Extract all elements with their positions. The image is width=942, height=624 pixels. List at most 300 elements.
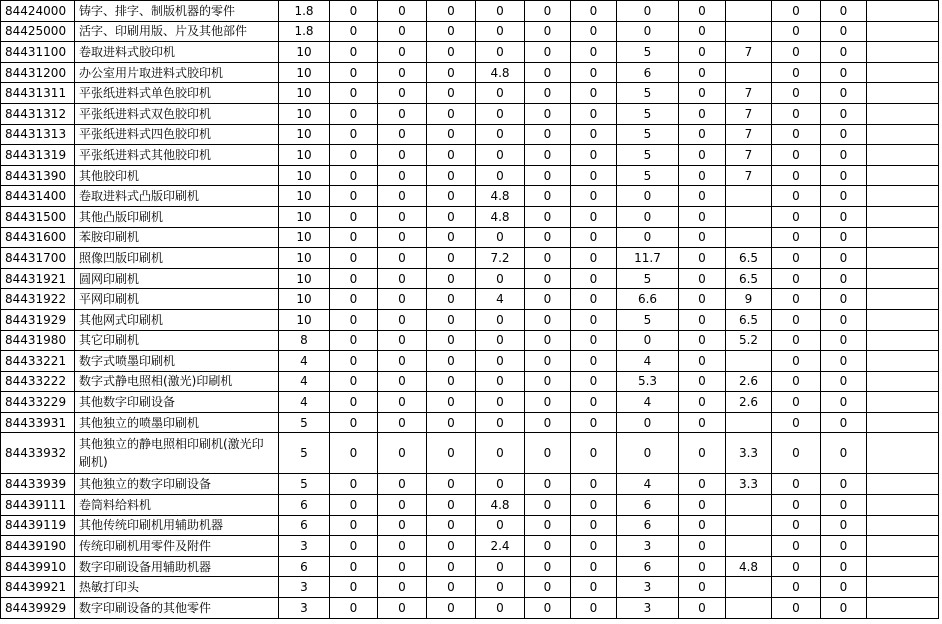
rate-cell[interactable]: 0: [427, 1, 476, 22]
rate-cell[interactable]: 6: [279, 515, 330, 536]
rate-cell[interactable]: 0: [525, 371, 571, 392]
rate-cell[interactable]: 0: [571, 124, 617, 145]
rate-cell[interactable]: 0: [378, 556, 427, 577]
rate-cell[interactable]: 0: [821, 248, 867, 269]
rate-cell[interactable]: 0: [525, 598, 571, 619]
rate-cell[interactable]: 5: [617, 145, 679, 166]
rate-cell[interactable]: 0: [772, 474, 821, 495]
rate-cell[interactable]: 0: [427, 248, 476, 269]
rate-cell[interactable]: 7: [726, 145, 772, 166]
rate-cell[interactable]: 0: [330, 42, 378, 63]
rate-cell[interactable]: 0: [772, 124, 821, 145]
rate-cell[interactable]: 0: [476, 412, 525, 433]
rate-cell[interactable]: 0: [821, 42, 867, 63]
rate-cell[interactable]: 0: [679, 474, 726, 495]
rate-cell[interactable]: 0: [772, 186, 821, 207]
rate-cell[interactable]: 0: [821, 21, 867, 42]
rate-cell[interactable]: 0: [821, 474, 867, 495]
hs-code-cell[interactable]: 84424000: [1, 1, 75, 22]
description-cell[interactable]: 卷取进料式胶印机: [75, 42, 279, 63]
hs-code-cell[interactable]: 84433932: [1, 433, 75, 474]
rate-cell[interactable]: 0: [378, 186, 427, 207]
rate-cell[interactable]: 0: [525, 145, 571, 166]
rate-cell[interactable]: 4.8: [476, 186, 525, 207]
rate-cell[interactable]: 0: [821, 371, 867, 392]
rate-cell[interactable]: 0: [679, 598, 726, 619]
hs-code-cell[interactable]: 84433931: [1, 412, 75, 433]
rate-cell[interactable]: 0: [378, 103, 427, 124]
empty-cell[interactable]: [867, 1, 939, 22]
description-cell[interactable]: 其它印刷机: [75, 330, 279, 351]
rate-cell[interactable]: 0: [525, 21, 571, 42]
rate-cell[interactable]: 6: [617, 495, 679, 516]
hs-code-cell[interactable]: 84439190: [1, 536, 75, 557]
rate-cell[interactable]: 4.8: [476, 206, 525, 227]
rate-cell[interactable]: 0: [772, 289, 821, 310]
description-cell[interactable]: 其他独立的喷墨印刷机: [75, 412, 279, 433]
rate-cell[interactable]: 0: [525, 186, 571, 207]
rate-cell[interactable]: 4: [279, 351, 330, 372]
rate-cell[interactable]: 0: [378, 1, 427, 22]
rate-cell[interactable]: 0: [772, 577, 821, 598]
rate-cell[interactable]: 0: [679, 515, 726, 536]
rate-cell[interactable]: 10: [279, 289, 330, 310]
description-cell[interactable]: 平张纸进料式四色胶印机: [75, 124, 279, 145]
rate-cell[interactable]: 0: [772, 227, 821, 248]
rate-cell[interactable]: 0: [571, 62, 617, 83]
rate-cell[interactable]: 0: [571, 1, 617, 22]
rate-cell[interactable]: 0: [772, 371, 821, 392]
rate-cell[interactable]: 0: [330, 248, 378, 269]
rate-cell[interactable]: 0: [378, 371, 427, 392]
rate-cell[interactable]: 0: [821, 577, 867, 598]
hs-code-cell[interactable]: 84431922: [1, 289, 75, 310]
rate-cell[interactable]: 0: [427, 206, 476, 227]
rate-cell[interactable]: 0: [427, 62, 476, 83]
rate-cell[interactable]: 0: [821, 433, 867, 474]
rate-cell[interactable]: 0: [571, 556, 617, 577]
empty-cell[interactable]: [867, 371, 939, 392]
rate-cell[interactable]: 0: [821, 83, 867, 104]
rate-cell[interactable]: [726, 1, 772, 22]
rate-cell[interactable]: [726, 412, 772, 433]
hs-code-cell[interactable]: 84439929: [1, 598, 75, 619]
rate-cell[interactable]: 0: [427, 577, 476, 598]
rate-cell[interactable]: 0: [476, 392, 525, 413]
rate-cell[interactable]: 0: [617, 186, 679, 207]
rate-cell[interactable]: 0: [427, 598, 476, 619]
rate-cell[interactable]: 6.5: [726, 268, 772, 289]
rate-cell[interactable]: 0: [378, 536, 427, 557]
empty-cell[interactable]: [867, 598, 939, 619]
description-cell[interactable]: 其他凸版印刷机: [75, 206, 279, 227]
hs-code-cell[interactable]: 84431100: [1, 42, 75, 63]
rate-cell[interactable]: 10: [279, 145, 330, 166]
rate-cell[interactable]: 0: [679, 186, 726, 207]
rate-cell[interactable]: 0: [772, 598, 821, 619]
rate-cell[interactable]: 0: [571, 495, 617, 516]
rate-cell[interactable]: 0: [525, 103, 571, 124]
rate-cell[interactable]: 10: [279, 83, 330, 104]
rate-cell[interactable]: 0: [427, 536, 476, 557]
rate-cell[interactable]: 0: [772, 248, 821, 269]
rate-cell[interactable]: 10: [279, 268, 330, 289]
description-cell[interactable]: 平张纸进料式单色胶印机: [75, 83, 279, 104]
rate-cell[interactable]: 0: [772, 42, 821, 63]
description-cell[interactable]: 热敏打印头: [75, 577, 279, 598]
rate-cell[interactable]: 0: [571, 598, 617, 619]
rate-cell[interactable]: 0: [427, 268, 476, 289]
rate-cell[interactable]: 0: [821, 392, 867, 413]
empty-cell[interactable]: [867, 165, 939, 186]
rate-cell[interactable]: 7: [726, 83, 772, 104]
description-cell[interactable]: 数字式喷墨印刷机: [75, 351, 279, 372]
description-cell[interactable]: 数字式静电照相(激光)印刷机: [75, 371, 279, 392]
rate-cell[interactable]: 0: [679, 289, 726, 310]
rate-cell[interactable]: 7: [726, 165, 772, 186]
hs-code-cell[interactable]: 84431921: [1, 268, 75, 289]
rate-cell[interactable]: 0: [525, 42, 571, 63]
rate-cell[interactable]: 0: [427, 412, 476, 433]
rate-cell[interactable]: 0: [679, 536, 726, 557]
rate-cell[interactable]: 3.3: [726, 474, 772, 495]
rate-cell[interactable]: 0: [821, 495, 867, 516]
rate-cell[interactable]: 0: [571, 412, 617, 433]
rate-cell[interactable]: 0: [772, 268, 821, 289]
rate-cell[interactable]: 0: [330, 124, 378, 145]
rate-cell[interactable]: 0: [378, 206, 427, 227]
rate-cell[interactable]: 0: [571, 515, 617, 536]
rate-cell[interactable]: 11.7: [617, 248, 679, 269]
rate-cell[interactable]: 3: [617, 577, 679, 598]
rate-cell[interactable]: 0: [679, 556, 726, 577]
empty-cell[interactable]: [867, 536, 939, 557]
rate-cell[interactable]: 10: [279, 42, 330, 63]
rate-cell[interactable]: 0: [378, 330, 427, 351]
rate-cell[interactable]: 0: [772, 330, 821, 351]
rate-cell[interactable]: 0: [772, 145, 821, 166]
rate-cell[interactable]: 0: [772, 495, 821, 516]
hs-code-cell[interactable]: 84431980: [1, 330, 75, 351]
description-cell[interactable]: 卷取进料式凸版印刷机: [75, 186, 279, 207]
rate-cell[interactable]: 0: [772, 536, 821, 557]
rate-cell[interactable]: 5: [617, 309, 679, 330]
rate-cell[interactable]: 0: [378, 124, 427, 145]
rate-cell[interactable]: 0: [571, 474, 617, 495]
rate-cell[interactable]: 0: [617, 330, 679, 351]
rate-cell[interactable]: 0: [427, 474, 476, 495]
rate-cell[interactable]: 0: [679, 330, 726, 351]
rate-cell[interactable]: 3: [617, 598, 679, 619]
rate-cell[interactable]: 3.3: [726, 433, 772, 474]
rate-cell[interactable]: 1.8: [279, 21, 330, 42]
rate-cell[interactable]: 6.5: [726, 309, 772, 330]
rate-cell[interactable]: 0: [772, 1, 821, 22]
rate-cell[interactable]: 0: [476, 268, 525, 289]
rate-cell[interactable]: 0: [330, 83, 378, 104]
rate-cell[interactable]: 0: [378, 83, 427, 104]
rate-cell[interactable]: 0: [679, 371, 726, 392]
rate-cell[interactable]: 7: [726, 103, 772, 124]
rate-cell[interactable]: 0: [427, 145, 476, 166]
rate-cell[interactable]: 0: [821, 515, 867, 536]
rate-cell[interactable]: 0: [772, 433, 821, 474]
rate-cell[interactable]: 0: [821, 351, 867, 372]
rate-cell[interactable]: 7: [726, 124, 772, 145]
rate-cell[interactable]: 0: [476, 83, 525, 104]
empty-cell[interactable]: [867, 515, 939, 536]
hs-code-cell[interactable]: 84425000: [1, 21, 75, 42]
rate-cell[interactable]: 5: [617, 83, 679, 104]
empty-cell[interactable]: [867, 474, 939, 495]
description-cell[interactable]: 苯胺印刷机: [75, 227, 279, 248]
rate-cell[interactable]: 5: [617, 103, 679, 124]
rate-cell[interactable]: 0: [679, 103, 726, 124]
rate-cell[interactable]: 0: [679, 206, 726, 227]
rate-cell[interactable]: 0: [378, 165, 427, 186]
rate-cell[interactable]: 0: [525, 433, 571, 474]
rate-cell[interactable]: 0: [427, 103, 476, 124]
rate-cell[interactable]: 4: [617, 474, 679, 495]
hs-code-cell[interactable]: 84439910: [1, 556, 75, 577]
rate-cell[interactable]: 0: [772, 515, 821, 536]
rate-cell[interactable]: 0: [571, 536, 617, 557]
empty-cell[interactable]: [867, 392, 939, 413]
rate-cell[interactable]: [726, 515, 772, 536]
rate-cell[interactable]: 0: [617, 21, 679, 42]
rate-cell[interactable]: 0: [476, 1, 525, 22]
rate-cell[interactable]: 0: [679, 124, 726, 145]
rate-cell[interactable]: 7.2: [476, 248, 525, 269]
empty-cell[interactable]: [867, 433, 939, 474]
hs-code-cell[interactable]: 84431400: [1, 186, 75, 207]
rate-cell[interactable]: 6: [617, 556, 679, 577]
rate-cell[interactable]: 0: [772, 165, 821, 186]
rate-cell[interactable]: 0: [330, 1, 378, 22]
hs-code-cell[interactable]: 84431311: [1, 83, 75, 104]
empty-cell[interactable]: [867, 289, 939, 310]
empty-cell[interactable]: [867, 186, 939, 207]
rate-cell[interactable]: 0: [378, 268, 427, 289]
rate-cell[interactable]: 0: [476, 577, 525, 598]
rate-cell[interactable]: 0: [330, 103, 378, 124]
description-cell[interactable]: 平网印刷机: [75, 289, 279, 310]
rate-cell[interactable]: 0: [476, 556, 525, 577]
rate-cell[interactable]: 0: [617, 206, 679, 227]
rate-cell[interactable]: 0: [571, 206, 617, 227]
empty-cell[interactable]: [867, 330, 939, 351]
rate-cell[interactable]: [726, 351, 772, 372]
rate-cell[interactable]: 0: [330, 515, 378, 536]
description-cell[interactable]: 其他独立的数字印刷设备: [75, 474, 279, 495]
rate-cell[interactable]: 0: [679, 268, 726, 289]
rate-cell[interactable]: 5: [279, 474, 330, 495]
rate-cell[interactable]: 0: [330, 21, 378, 42]
rate-cell[interactable]: 6: [617, 515, 679, 536]
rate-cell[interactable]: 0: [427, 556, 476, 577]
rate-cell[interactable]: 0: [378, 392, 427, 413]
rate-cell[interactable]: 0: [330, 206, 378, 227]
rate-cell[interactable]: 6: [279, 556, 330, 577]
rate-cell[interactable]: 2.6: [726, 392, 772, 413]
description-cell[interactable]: 传统印刷机用零件及附件: [75, 536, 279, 557]
rate-cell[interactable]: 0: [772, 62, 821, 83]
rate-cell[interactable]: 0: [378, 433, 427, 474]
description-cell[interactable]: 数字印刷设备的其他零件: [75, 598, 279, 619]
empty-cell[interactable]: [867, 42, 939, 63]
rate-cell[interactable]: 0: [571, 351, 617, 372]
rate-cell[interactable]: 0: [821, 268, 867, 289]
hs-code-cell[interactable]: 84431929: [1, 309, 75, 330]
rate-cell[interactable]: 0: [679, 145, 726, 166]
rate-cell[interactable]: 0: [571, 83, 617, 104]
rate-cell[interactable]: 0: [476, 165, 525, 186]
rate-cell[interactable]: 0: [378, 495, 427, 516]
hs-code-cell[interactable]: 84433229: [1, 392, 75, 413]
rate-cell[interactable]: 0: [476, 21, 525, 42]
rate-cell[interactable]: 0: [571, 577, 617, 598]
rate-cell[interactable]: 0: [679, 227, 726, 248]
empty-cell[interactable]: [867, 577, 939, 598]
rate-cell[interactable]: 0: [679, 577, 726, 598]
rate-cell[interactable]: 0: [330, 392, 378, 413]
rate-cell[interactable]: 6.5: [726, 248, 772, 269]
rate-cell[interactable]: 0: [330, 309, 378, 330]
rate-cell[interactable]: 4: [617, 392, 679, 413]
rate-cell[interactable]: 0: [679, 42, 726, 63]
hs-code-cell[interactable]: 84431600: [1, 227, 75, 248]
rate-cell[interactable]: 0: [679, 433, 726, 474]
description-cell[interactable]: 卷筒料给料机: [75, 495, 279, 516]
rate-cell[interactable]: [726, 495, 772, 516]
description-cell[interactable]: 办公室用片取进料式胶印机: [75, 62, 279, 83]
rate-cell[interactable]: 4.8: [726, 556, 772, 577]
rate-cell[interactable]: 6: [617, 62, 679, 83]
rate-cell[interactable]: 0: [679, 1, 726, 22]
rate-cell[interactable]: 0: [330, 330, 378, 351]
rate-cell[interactable]: 0: [427, 289, 476, 310]
rate-cell[interactable]: 0: [525, 536, 571, 557]
description-cell[interactable]: 其他数字印刷设备: [75, 392, 279, 413]
rate-cell[interactable]: 0: [821, 289, 867, 310]
empty-cell[interactable]: [867, 227, 939, 248]
rate-cell[interactable]: 5.2: [726, 330, 772, 351]
rate-cell[interactable]: 0: [772, 556, 821, 577]
hs-code-cell[interactable]: 84431312: [1, 103, 75, 124]
rate-cell[interactable]: [726, 536, 772, 557]
rate-cell[interactable]: 0: [476, 227, 525, 248]
rate-cell[interactable]: 0: [571, 165, 617, 186]
empty-cell[interactable]: [867, 556, 939, 577]
rate-cell[interactable]: 0: [571, 42, 617, 63]
rate-cell[interactable]: 6: [279, 495, 330, 516]
rate-cell[interactable]: 6.6: [617, 289, 679, 310]
rate-cell[interactable]: 0: [427, 330, 476, 351]
rate-cell[interactable]: 0: [772, 206, 821, 227]
rate-cell[interactable]: 0: [772, 392, 821, 413]
rate-cell[interactable]: 0: [476, 103, 525, 124]
hs-code-cell[interactable]: 84433221: [1, 351, 75, 372]
description-cell[interactable]: 平张纸进料式双色胶印机: [75, 103, 279, 124]
empty-cell[interactable]: [867, 83, 939, 104]
rate-cell[interactable]: 0: [330, 577, 378, 598]
rate-cell[interactable]: 0: [330, 227, 378, 248]
rate-cell[interactable]: 0: [476, 515, 525, 536]
rate-cell[interactable]: 0: [571, 371, 617, 392]
rate-cell[interactable]: 0: [427, 42, 476, 63]
rate-cell[interactable]: 0: [821, 536, 867, 557]
rate-cell[interactable]: 0: [679, 248, 726, 269]
rate-cell[interactable]: 0: [679, 83, 726, 104]
rate-cell[interactable]: 4: [279, 371, 330, 392]
rate-cell[interactable]: 0: [476, 598, 525, 619]
rate-cell[interactable]: 0: [378, 598, 427, 619]
rate-cell[interactable]: [726, 186, 772, 207]
rate-cell[interactable]: 0: [427, 227, 476, 248]
rate-cell[interactable]: 2.6: [726, 371, 772, 392]
rate-cell[interactable]: 0: [427, 433, 476, 474]
rate-cell[interactable]: 0: [378, 42, 427, 63]
rate-cell[interactable]: 0: [571, 392, 617, 413]
rate-cell[interactable]: 0: [772, 21, 821, 42]
rate-cell[interactable]: 10: [279, 186, 330, 207]
rate-cell[interactable]: 3: [279, 577, 330, 598]
rate-cell[interactable]: 0: [427, 495, 476, 516]
rate-cell[interactable]: 0: [525, 495, 571, 516]
hs-code-cell[interactable]: 84433222: [1, 371, 75, 392]
rate-cell[interactable]: 0: [525, 515, 571, 536]
rate-cell[interactable]: [726, 206, 772, 227]
rate-cell[interactable]: 0: [378, 21, 427, 42]
rate-cell[interactable]: 0: [821, 1, 867, 22]
rate-cell[interactable]: 0: [330, 186, 378, 207]
rate-cell[interactable]: 0: [821, 103, 867, 124]
rate-cell[interactable]: 0: [378, 227, 427, 248]
rate-cell[interactable]: 10: [279, 165, 330, 186]
rate-cell[interactable]: 0: [821, 556, 867, 577]
rate-cell[interactable]: 0: [427, 515, 476, 536]
rate-cell[interactable]: 0: [330, 433, 378, 474]
rate-cell[interactable]: 0: [525, 556, 571, 577]
description-cell[interactable]: 圆网印刷机: [75, 268, 279, 289]
rate-cell[interactable]: 0: [525, 227, 571, 248]
hs-code-cell[interactable]: 84431500: [1, 206, 75, 227]
empty-cell[interactable]: [867, 21, 939, 42]
rate-cell[interactable]: 0: [476, 145, 525, 166]
rate-cell[interactable]: 0: [617, 412, 679, 433]
empty-cell[interactable]: [867, 495, 939, 516]
hs-code-cell[interactable]: 84433939: [1, 474, 75, 495]
hs-code-cell[interactable]: 84439921: [1, 577, 75, 598]
rate-cell[interactable]: 3: [279, 536, 330, 557]
rate-cell[interactable]: 0: [821, 62, 867, 83]
rate-cell[interactable]: 0: [378, 62, 427, 83]
rate-cell[interactable]: 0: [525, 330, 571, 351]
rate-cell[interactable]: 0: [821, 206, 867, 227]
rate-cell[interactable]: 5: [279, 433, 330, 474]
rate-cell[interactable]: [726, 598, 772, 619]
rate-cell[interactable]: 5: [617, 42, 679, 63]
rate-cell[interactable]: 10: [279, 227, 330, 248]
empty-cell[interactable]: [867, 351, 939, 372]
rate-cell[interactable]: [726, 227, 772, 248]
rate-cell[interactable]: 5: [617, 268, 679, 289]
rate-cell[interactable]: 0: [525, 1, 571, 22]
rate-cell[interactable]: 0: [330, 556, 378, 577]
rate-cell[interactable]: 9: [726, 289, 772, 310]
rate-cell[interactable]: 0: [821, 412, 867, 433]
rate-cell[interactable]: 0: [427, 371, 476, 392]
